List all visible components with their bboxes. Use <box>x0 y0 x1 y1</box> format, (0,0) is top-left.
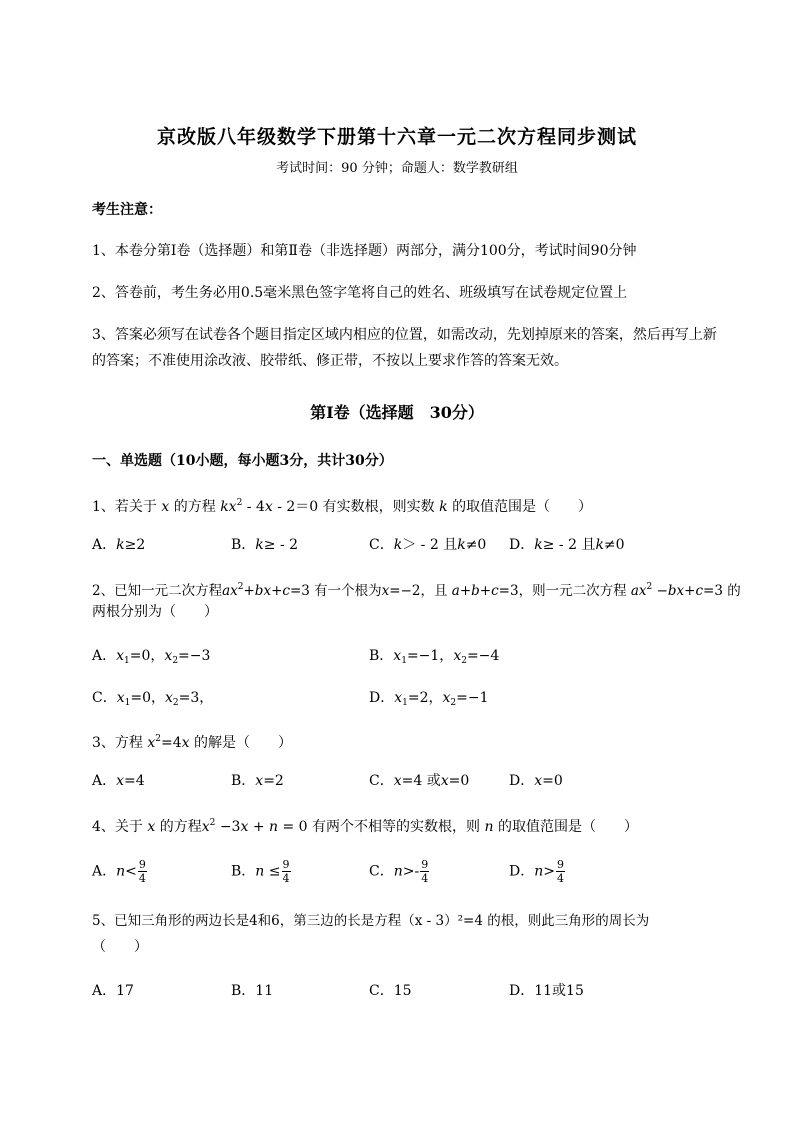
q4-option-c[interactable]: C．n>- $\frac{9}{4}$ <box>369 858 429 885</box>
question-2-line2: 两根分别为（ ） <box>92 604 218 620</box>
q3-option-d[interactable]: D．x=0 <box>509 773 563 789</box>
q2-option-b[interactable]: B．$x_1=-1$，$x_2=-4$ <box>369 648 500 666</box>
q4-option-d[interactable]: D．n> $\frac{9}{4}$ <box>509 858 564 885</box>
q3-option-c[interactable]: C．x=4 或x=0 <box>369 773 470 789</box>
question-1: 1、若关于 x 的方程 $kx^2 - 4x - 2=0$ 有实数根，则实数 k 的取值范围是（ ） <box>92 498 593 515</box>
note-1: 1、本卷分第I卷（选择题）和第Ⅱ卷（非选择题）两部分，满分100分，考试时间90分钟 <box>92 243 637 259</box>
q5-option-d[interactable]: D．11或15 <box>509 983 584 999</box>
notes-heading: 考生注意： <box>92 202 162 218</box>
q1-option-d[interactable]: D．k≥ - 2 且k≠0 <box>509 537 625 553</box>
note-3-line2: 的答案；不准使用涂改液、胶带纸、修正带，不按以上要求作答的答案无效。 <box>92 353 568 369</box>
question-5-line1: 5、已知三角形的两边长是4和6，第三边的长是方程（x - 3）²=4 的根，则此三角形的周长为 <box>92 913 650 929</box>
q5-option-b[interactable]: B．11 <box>231 983 274 999</box>
part-heading: 一、单选题（10小题，每小题3分，共计30分） <box>92 453 393 469</box>
question-4: 4、关于 x 的方程$x^2 -3x + n = 0$ 有两个不相等的实数根，则 n 的取值范围是（ ） <box>92 818 638 835</box>
fraction: $\frac{9}{4}$ <box>421 858 429 885</box>
question-3: 3、方程 $x^2=4x$ 的解是（ ） <box>92 734 293 751</box>
q2-option-d[interactable]: D．$x_1=2$，$x_2=-1$ <box>369 690 489 708</box>
q1-option-b[interactable]: B．k≥ - 2 <box>231 537 299 553</box>
q3-option-a[interactable]: A．x=4 <box>92 773 145 789</box>
q2-option-a[interactable]: A．$x_1=0$，$x_2=-3$ <box>92 648 211 666</box>
page-title: 京改版八年级数学下册第十六章一元二次方程同步测试 <box>156 126 637 148</box>
fraction: $\frac{9}{4}$ <box>557 858 564 885</box>
section-heading: 第I卷（选择题 30分） <box>310 403 484 422</box>
fraction: $\frac{9}{4}$ <box>282 858 290 885</box>
q1-option-c[interactable]: C．k＞ - 2 且k≠0 <box>369 537 487 553</box>
q3-option-b[interactable]: B．x=2 <box>231 773 284 789</box>
q5-option-a[interactable]: A．17 <box>92 983 134 999</box>
q2-option-c[interactable]: C．$x_1=0$，$x_2=3$， <box>92 690 214 708</box>
fraction: $\frac{9}{4}$ <box>138 858 146 885</box>
exam-info: 考试时间：90 分钟；命题人：数学教研组 <box>276 161 518 176</box>
note-3-line1: 3、答案必须写在试卷各个题目指定区域内相应的位置，如需改动，先划掉原来的答案，然后再写上新 <box>92 327 717 343</box>
q4-option-a[interactable]: A．n< $\frac{9}{4}$ <box>92 858 146 885</box>
note-2: 2、答卷前，考生务必用0.5毫米黑色签字笔将自己的姓名、班级填写在试卷规定位置上 <box>92 285 628 301</box>
q5-option-c[interactable]: C．15 <box>369 983 412 999</box>
q4-option-b[interactable]: B．n ≤ $\frac{9}{4}$ <box>231 858 290 885</box>
question-2-line1: 2、已知一元二次方程$ax^2+bx+c=3$ 有一个根为x=−2，且 a+b+c=3，则一元二次方程 $ax^2 -bx+c=3$ 的 <box>92 582 741 599</box>
question-5-line2: （ ） <box>92 939 148 955</box>
q1-option-a[interactable]: A．k≥2 <box>92 537 146 553</box>
